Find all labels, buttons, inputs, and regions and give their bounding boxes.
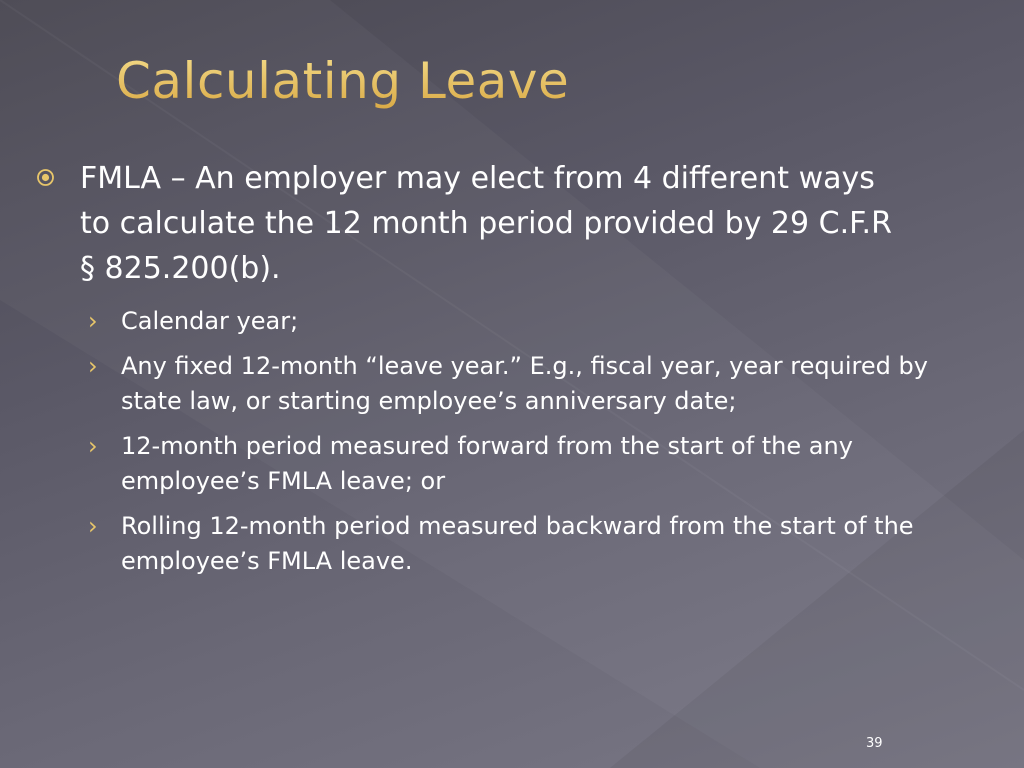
slide-number: 39 — [866, 736, 883, 751]
chevron-right-icon: › — [88, 432, 98, 460]
sub-bullet-text: Calendar year; — [121, 307, 299, 335]
chevron-right-icon: › — [88, 512, 98, 540]
sub-bullet-item — [88, 349, 968, 419]
sub-bullet-list — [88, 304, 968, 589]
sub-bullet-text: Any fixed 12-month “leave year.” E.g., fiscal year, year required by state law, or starting employee’s anniversary date; — [121, 352, 928, 415]
sub-bullet-item — [88, 509, 968, 579]
chevron-right-icon: › — [88, 307, 98, 335]
sub-bullet-text: Rolling 12-month period measured backward from the start of the employee’s FMLA leave. — [121, 512, 914, 575]
sub-bullet-item — [88, 304, 968, 339]
sub-bullet-text: 12-month period measured forward from the start of the any employee’s FMLA leave; or — [121, 432, 853, 495]
slide-title: Calculating Leave — [116, 52, 570, 110]
chevron-right-icon: › — [88, 352, 98, 380]
main-bullet-text: FMLA – An employer may elect from 4 different ways to calculate the 12 month period provided by 29 C.F.R § 825.200(b). — [80, 161, 892, 286]
circle-bullet-icon — [36, 168, 55, 187]
sub-bullet-item — [88, 429, 968, 499]
